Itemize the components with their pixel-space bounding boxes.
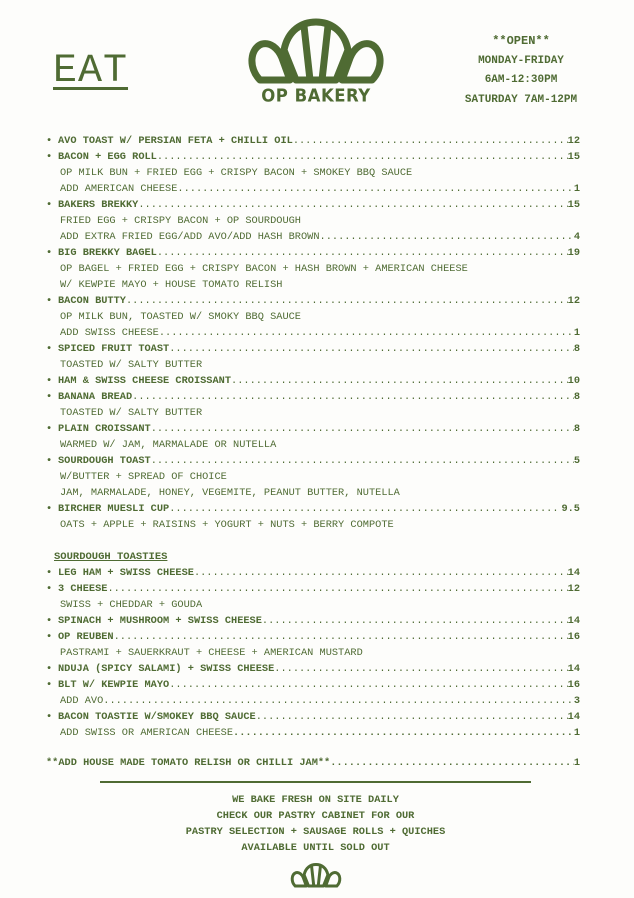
bullet-icon: •: [46, 631, 53, 643]
addon-price: 1: [573, 327, 580, 339]
item-description: [46, 645, 580, 661]
addon-price: 3: [573, 695, 580, 707]
item-name: PLAIN CROISSANT: [58, 423, 151, 435]
item-description: [46, 277, 580, 293]
item-description: [46, 517, 580, 533]
item-addon: [46, 725, 580, 741]
bullet-icon: •: [46, 455, 53, 467]
dot-leader: [107, 581, 567, 597]
croissant-icon: [290, 862, 342, 890]
menu-item: [46, 197, 580, 213]
dot-leader: [132, 389, 574, 405]
dot-leader: [151, 421, 574, 437]
item-name: BLT W/ KEWPIE MAYO: [58, 679, 170, 691]
menu-item: [46, 613, 580, 629]
addon-text: ADD EXTRA FRIED EGG/ADD AVO/ADD HASH BROWN: [60, 231, 320, 243]
menu-item: [46, 677, 580, 693]
dot-leader: [262, 613, 568, 629]
bullet-icon: •: [46, 391, 53, 403]
item-price: 10: [567, 375, 580, 387]
bullet-icon: •: [46, 567, 53, 579]
description-text: PASTRAMI + SAUERKRAUT + CHEESE + AMERICAN MUSTARD: [60, 647, 363, 659]
bullet-icon: •: [46, 663, 53, 675]
item-name: OP REUBEN: [58, 631, 114, 643]
extra-text: **ADD HOUSE MADE TOMATO RELISH OR CHILLI JAM**: [46, 757, 331, 769]
item-name: BACON BUTTY: [58, 295, 126, 307]
item-name: LEG HAM + SWISS CHEESE: [58, 567, 194, 579]
dot-leader: [233, 725, 574, 741]
menu-item: [46, 149, 580, 165]
bullet-icon: •: [46, 151, 53, 163]
item-description: [46, 213, 580, 229]
item-price: 12: [567, 295, 580, 307]
item-name: BAKERS BREKKY: [58, 199, 139, 211]
item-name: HAM & SWISS CHEESE CROISSANT: [58, 375, 232, 387]
menu-item: [46, 709, 580, 725]
menu-item: [46, 421, 580, 437]
menu-item: [46, 245, 580, 261]
dot-leader: [126, 293, 568, 309]
brand-name: OP BAKERY: [261, 85, 371, 106]
description-text: WARMED W/ JAM, MARMALADE OR NUTELLA: [60, 439, 277, 451]
bullet-icon: •: [46, 375, 53, 387]
croissant-icon: [246, 18, 386, 88]
bullet-icon: •: [46, 711, 53, 723]
bullet-icon: •: [46, 135, 53, 147]
item-name: BACON + EGG ROLL: [58, 151, 157, 163]
description-text: TOASTED W/ SALTY BUTTER: [60, 359, 203, 371]
item-addon: [46, 325, 580, 341]
dot-leader: [159, 325, 574, 341]
menu-item: [46, 501, 580, 517]
dot-leader: [256, 709, 568, 725]
menu-item: [46, 293, 580, 309]
item-price: 12: [567, 135, 580, 147]
menu-item: [46, 133, 580, 149]
hours-line: SATURDAY 7AM-12PM: [464, 93, 578, 106]
item-price: 15: [567, 199, 580, 211]
description-text: OATS + APPLE + RAISINS + YOGURT + NUTS + BERRY COMPOTE: [60, 519, 394, 531]
description-text: FRIED EGG + CRISPY BACON + OP SOURDOUGH: [60, 215, 301, 227]
extra-price: 1: [573, 757, 580, 769]
item-name: BIG BREKKY BAGEL: [58, 247, 157, 259]
description-text: OP BAGEL + FRIED EGG + CRISPY BACON + HASH BROWN + AMERICAN CHEESE: [60, 263, 468, 275]
addon-price: 4: [573, 231, 580, 243]
bullet-icon: •: [46, 199, 53, 211]
item-price: 16: [567, 679, 580, 691]
dot-leader: [293, 133, 568, 149]
bullet-icon: •: [46, 343, 53, 355]
dot-leader: [169, 341, 574, 357]
dot-leader: [177, 181, 573, 197]
opening-hours: [448, 32, 594, 110]
footer-line: AVAILABLE UNTIL SOLD OUT: [241, 842, 390, 854]
menu-item: [46, 629, 580, 645]
description-text: SWISS + CHEDDAR + GOUDA: [60, 599, 203, 611]
brand-logo: [246, 18, 386, 110]
bullet-icon: •: [46, 679, 53, 691]
footer-line: WE BAKE FRESH ON SITE DAILY: [232, 794, 399, 806]
description-text: TOASTED W/ SALTY BUTTER: [60, 407, 203, 419]
footer-line: PASTRY SELECTION + SAUSAGE ROLLS + QUICHES: [185, 826, 446, 838]
menu-item: [46, 581, 580, 597]
item-price: 16: [567, 631, 580, 643]
description-text: JAM, MARMALADE, HONEY, VEGEMITE, PEANUT BUTTER, NUTELLA: [60, 487, 400, 499]
item-description: [46, 309, 580, 325]
dot-leader: [114, 629, 568, 645]
hours-line: MONDAY-FRIDAY: [478, 54, 564, 67]
bullet-icon: •: [46, 423, 53, 435]
item-price: 8: [573, 343, 580, 355]
item-price: 9.5: [561, 503, 580, 515]
addon-text: ADD SWISS OR AMERICAN CHEESE: [60, 727, 234, 739]
description-text: W/BUTTER + SPREAD OF CHOICE: [60, 471, 227, 483]
bullet-icon: •: [46, 503, 53, 515]
footer-line: CHECK OUR PASTRY CABINET FOR OUR: [216, 810, 415, 822]
item-price: 14: [567, 663, 580, 675]
item-price: 14: [567, 567, 580, 579]
item-name: SOURDOUGH TOAST: [58, 455, 151, 467]
item-addon: [46, 693, 580, 709]
addon-text: ADD AVO: [60, 695, 104, 707]
menu-item: [46, 565, 580, 581]
menu-item: [46, 453, 580, 469]
menu-item: [46, 661, 580, 677]
bullet-icon: •: [46, 583, 53, 595]
addon-text: ADD AMERICAN CHEESE: [60, 183, 178, 195]
hours-line: 6AM-12:30PM: [484, 74, 558, 86]
item-addon: [46, 181, 580, 197]
footer-logo: [290, 862, 342, 890]
description-text: OP MILK BUN + FRIED EGG + CRISPY BACON + SMOKEY BBQ SAUCE: [60, 167, 413, 179]
menu-item: [46, 389, 580, 405]
dot-leader: [151, 453, 574, 469]
item-name: BANANA BREAD: [58, 391, 133, 403]
dot-leader: [169, 501, 561, 517]
dot-leader: [169, 677, 567, 693]
item-description: [46, 261, 580, 277]
dot-leader: [194, 565, 568, 581]
addon-text: ADD SWISS CHEESE: [60, 327, 159, 339]
item-price: 8: [573, 391, 580, 403]
item-addon: [46, 229, 580, 245]
bullet-icon: •: [46, 615, 53, 627]
item-name: BIRCHER MUESLI CUP: [58, 503, 170, 515]
hours-line: **OPEN**: [492, 34, 550, 48]
item-name: SPICED FRUIT TOAST: [58, 343, 170, 355]
item-description: [46, 469, 580, 485]
item-name: AVO TOAST W/ PERSIAN FETA + CHILLI OIL: [58, 135, 293, 147]
item-description: [46, 165, 580, 181]
addon-price: 1: [573, 183, 580, 195]
description-text: OP MILK BUN, TOASTED W/ SMOKY BBQ SAUCE: [60, 311, 301, 323]
item-price: 19: [567, 247, 580, 259]
divider: [100, 781, 531, 783]
item-description: [46, 405, 580, 421]
item-name: SPINACH + MUSHROOM + SWISS CHEESE: [58, 615, 262, 627]
item-price: 15: [567, 151, 580, 163]
item-price: 14: [567, 615, 580, 627]
page-title: EAT: [53, 49, 129, 94]
menu-item: [46, 341, 580, 357]
spacer: [46, 741, 580, 755]
dot-leader: [157, 245, 568, 261]
item-description: [46, 437, 580, 453]
footer-note: [100, 792, 531, 856]
addon-price: 1: [573, 727, 580, 739]
bullet-icon: •: [46, 295, 53, 307]
bullet-icon: •: [46, 247, 53, 259]
item-price: 5: [573, 455, 580, 467]
description-text: W/ KEWPIE MAYO + HOUSE TOMATO RELISH: [60, 279, 283, 291]
item-price: 12: [567, 583, 580, 595]
dot-leader: [231, 373, 568, 389]
extra-addon: [46, 755, 580, 771]
dot-leader: [103, 693, 574, 709]
dot-leader: [320, 229, 574, 245]
item-name: NDUJA (SPICY SALAMI) + SWISS CHEESE: [58, 663, 275, 675]
section-title: SOURDOUGH TOASTIES: [54, 551, 168, 563]
dot-leader: [274, 661, 567, 677]
menu-item: [46, 373, 580, 389]
dot-leader: [138, 197, 567, 213]
menu-list: [46, 133, 580, 771]
item-name: 3 CHEESE: [58, 583, 108, 595]
item-description: [46, 485, 580, 501]
item-price: 14: [567, 711, 580, 723]
dot-leader: [330, 755, 574, 771]
item-description: [46, 597, 580, 613]
item-description: [46, 357, 580, 373]
item-price: 8: [573, 423, 580, 435]
dot-leader: [157, 149, 568, 165]
item-name: BACON TOASTIE W/SMOKEY BBQ SAUCE: [58, 711, 256, 723]
